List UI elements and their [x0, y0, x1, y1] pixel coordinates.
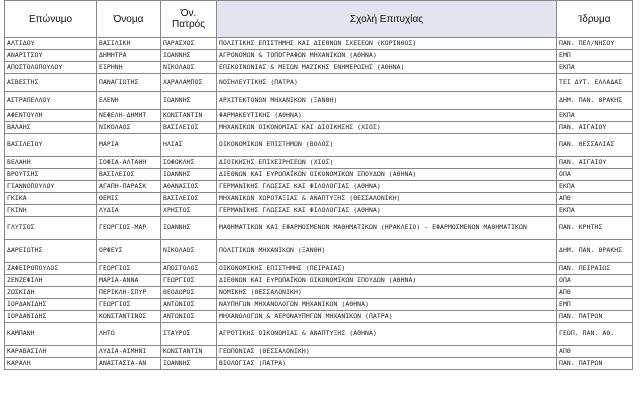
cell-name: ΑΝΑΣΤΑΣΙΑ-ΑΝ: [97, 358, 161, 370]
cell-name: ΜΑΡΙΑ-ΑΝΝΑ: [97, 275, 161, 287]
cell-surname: ΚΑΜΠΑΝΗ: [5, 323, 97, 346]
cell-institution: ΑΠΘ: [557, 193, 633, 205]
table-row: [5, 311, 633, 323]
cell-name: ΣΟΦΙΑ-ΑΛΤΑΗΗ: [97, 157, 161, 169]
cell-name: ΓΕΩΡΓΙΟΣ-ΜΑΡ: [97, 217, 161, 240]
cell-name: ΝΕΦΕΛΗ-ΔΗΜΗΤ: [97, 110, 161, 122]
cell-surname: ΖΩΣΚΙΔΗ: [5, 287, 97, 299]
cell-surname: ΓΚΙΚΑ: [5, 193, 97, 205]
cell-surname: ΑΦΕΝΤΟΥΛΗ: [5, 110, 97, 122]
cell-school: ΓΕΩΠΟΝΙΑΣ (ΘΕΣΣΑΛΟΝΙΚΗ): [217, 346, 557, 358]
cell-name: ΛΗΤΩ: [97, 323, 161, 346]
cell-name: ΟΡΦΕΥΣ: [97, 240, 161, 263]
cell-institution: ΠΑΝ. ΠΑΤΡΩΝ: [557, 358, 633, 370]
cell-surname: ΑΛΤΙΔΟΥ: [5, 38, 97, 50]
cell-father-name: ΒΑΣΙΛΕΙΟΣ: [161, 193, 217, 205]
table-header: [5, 1, 633, 38]
table-row: [5, 74, 633, 92]
cell-school: ΔΙΕΘΝΩΝ ΚΑΙ ΕΥΡΩΠΑΪΚΩΝ ΟΙΚΟΝΟΜΙΚΩΝ ΣΠΟΥΔΩΝ (ΑΘΗΝΑ): [217, 169, 557, 181]
table-row: [5, 50, 633, 62]
cell-surname: ΓΙΑΝΝΟΠΟΥΛΟΥ: [5, 181, 97, 193]
cell-father-name: ΗΛΙΑΣ: [161, 134, 217, 157]
cell-institution: ΑΠΘ: [557, 346, 633, 358]
cell-name: ΒΑΣΙΛΙΚΗ: [97, 38, 161, 50]
cell-name: ΓΕΩΡΓΙΟΣ: [97, 299, 161, 311]
cell-institution: ΔΗΜ. ΠΑΝ. ΘΡΑΚΗΣ: [557, 92, 633, 110]
cell-name: ΚΩΝΣΤΑΝΤΙΝΟΣ: [97, 311, 161, 323]
cell-school: ΕΠΙΚΟΙΝΩΝΙΑΣ & ΜΕΣΩΝ ΜΑΖΙΚΗΣ ΕΝΗΜΕΡΩΣΗΣ (ΑΘΗΝΑ): [217, 62, 557, 74]
cell-school: ΟΙΚΟΝΟΜΙΚΗΣ ΕΠΙΣΤΗΜΗΣ (ΠΕΙΡΑΙΑΣ): [217, 263, 557, 275]
cell-institution: ΑΠΘ: [557, 287, 633, 299]
cell-institution: ΠΑΝ. ΠΕΛ/ΝΗΣΟΥ: [557, 38, 633, 50]
cell-school: ΝΑΥΠΗΓΩΝ ΜΗΧΑΝΟΛΟΓΩΝ ΜΗΧΑΝΙΚΩΝ (ΑΘΗΝΑ): [217, 299, 557, 311]
cell-name: ΛΥΔΙΑ-ΑΙΜΗΝΙ: [97, 346, 161, 358]
cell-school: ΦΑΡΜΑΚΕΥΤΙΚΗΣ (ΑΘΗΝΑ): [217, 110, 557, 122]
cell-father-name: ΑΝΤΩΝΙΟΣ: [161, 299, 217, 311]
table-row: [5, 169, 633, 181]
cell-surname: ΑΣΒΕΣΤΗΣ: [5, 74, 97, 92]
table-body: [5, 38, 633, 370]
cell-father-name: ΚΩΝΣΤΑΝΤΙΝ: [161, 110, 217, 122]
cell-father-name: ΑΝΤΩΝΙΟΣ: [161, 311, 217, 323]
cell-institution: ΠΑΝ. ΘΕΣΣΑΛΙΑΣ: [557, 134, 633, 157]
cell-institution: ΟΠΑ: [557, 275, 633, 287]
cell-surname: ΑΣΤΡΑΠΕΛΛΟΥ: [5, 92, 97, 110]
table-row: [5, 62, 633, 74]
cell-father-name: ΘΕΟΔΩΡΟΣ: [161, 287, 217, 299]
table-row: [5, 38, 633, 50]
table-row: [5, 217, 633, 240]
cell-name: ΓΕΩΡΓΙΟΣ: [97, 263, 161, 275]
header-father-name: Όν. Πατρός: [161, 1, 217, 38]
cell-school: ΜΗΧΑΝΟΛΟΓΩΝ & ΑΕΡΟΝΑΥΠΗΓΩΝ ΜΗΧΑΝΙΚΩΝ (ΠΑΤΡΑ): [217, 311, 557, 323]
cell-surname: ΒΑΣΙΛΕΙΟΥ: [5, 134, 97, 157]
cell-name: ΝΙΚΟΛΑΟΣ: [97, 122, 161, 134]
cell-institution: ΓΕΩΠ. ΠΑΝ. ΑΘ.: [557, 323, 633, 346]
table-row: [5, 275, 633, 287]
cell-institution: ΠΑΝ. ΠΕΙΡΑΙΩΣ: [557, 263, 633, 275]
cell-school: ΑΓΡΟΤΙΚΗΣ ΟΙΚΟΝΟΜΙΑΣ & ΑΝΑΠΤΥΞΗΣ (ΑΘΗΝΑ): [217, 323, 557, 346]
cell-school: ΝΟΣΗΛΕΥΤΙΚΗΣ (ΠΑΤΡΑ): [217, 74, 557, 92]
cell-institution: ΕΜΠ: [557, 50, 633, 62]
cell-father-name: ΙΩΑΝΝΗΣ: [161, 358, 217, 370]
header-institution: Ίδρυμα: [557, 1, 633, 38]
cell-name: ΛΥΔΙΑ: [97, 205, 161, 217]
table-row: [5, 122, 633, 134]
cell-school: ΜΗΧΑΝΙΚΩΝ ΧΩΡΟΤΑΞΙΑΣ & ΑΝΑΠΤΥΞΗΣ (ΘΕΣΣΑΛΟΝΙΚΗ): [217, 193, 557, 205]
cell-father-name: ΙΩΑΝΝΗΣ: [161, 169, 217, 181]
cell-surname: ΒΑΛΑΗΣ: [5, 122, 97, 134]
table-row: [5, 110, 633, 122]
cell-institution: ΕΜΠ: [557, 299, 633, 311]
table-row: [5, 205, 633, 217]
table-row: [5, 240, 633, 263]
cell-father-name: ΧΡΗΣΤΟΣ: [161, 205, 217, 217]
cell-surname: ΑΝΑΡΙΤΣΟΥ: [5, 50, 97, 62]
cell-school: ΟΙΚΟΝΟΜΙΚΩΝ ΕΠΙΣΤΗΜΩΝ (ΒΟΛΟΣ): [217, 134, 557, 157]
table-row: [5, 346, 633, 358]
table-row: [5, 263, 633, 275]
table-row: [5, 181, 633, 193]
cell-father-name: ΣΤΑΥΡΟΣ: [161, 323, 217, 346]
table-row: [5, 193, 633, 205]
cell-school: ΓΕΡΜΑΝΙΚΗΣ ΓΛΩΣΣΑΣ ΚΑΙ ΦΙΛΟΛΟΓΙΑΣ (ΑΘΗΝΑ): [217, 181, 557, 193]
cell-father-name: ΙΩΑΝΝΗΣ: [161, 217, 217, 240]
cell-surname: ΔΑΡΕΙΩΤΗΣ: [5, 240, 97, 263]
cell-name: ΜΑΡΙΑ: [97, 134, 161, 157]
cell-father-name: ΝΙΚΟΛΑΟΣ: [161, 62, 217, 74]
cell-surname: ΖΑΦΕΙΡΟΠΟΥΛΟΣ: [5, 263, 97, 275]
cell-father-name: ΙΩΑΝΝΗΣ: [161, 92, 217, 110]
cell-name: ΑΓΑΠΗ-ΠΑΡΑΣΚ: [97, 181, 161, 193]
table-row: [5, 287, 633, 299]
cell-institution: ΕΚΠΑ: [557, 110, 633, 122]
cell-school: ΜΑΘΗΜΑΤΙΚΩΝ ΚΑΙ ΕΦΑΡΜΟΣΜΕΝΩΝ ΜΑΘΗΜΑΤΙΚΩΝ (ΗΡΑΚΛΕΙΟ) - ΕΦΑΡΜΟΣΜΕΝΩΝ ΜΑΘΗΜΑΤΙΚΩΝ: [217, 217, 557, 240]
cell-surname: ΒΕΛΑΗΗ: [5, 157, 97, 169]
table-row: [5, 92, 633, 110]
cell-school: ΜΗΧΑΝΙΚΩΝ ΟΙΚΟΝΟΜΙΑΣ ΚΑΙ ΔΙΟΙΚΗΣΗΣ (ΧΙΟΣ): [217, 122, 557, 134]
cell-surname: ΙΟΡΔΑΝΙΔΗΣ: [5, 311, 97, 323]
cell-school: ΠΟΛΙΤΙΚΗΣ ΕΠΙΣΤΗΜΗΣ ΚΑΙ ΔΙΕΘΝΩΝ ΣΧΕΣΕΩΝ (ΚΟΡΙΝΘΟΣ): [217, 38, 557, 50]
cell-surname: ΙΟΡΔΑΝΙΔΗΣ: [5, 299, 97, 311]
cell-school: ΑΡΧΙΤΕΚΤΟΝΩΝ ΜΗΧΑΝΙΚΩΝ (ΞΑΝΘΗ): [217, 92, 557, 110]
cell-institution: ΠΑΝ. ΑΙΓΑΙΟΥ: [557, 157, 633, 169]
cell-institution: ΟΠΑ: [557, 169, 633, 181]
table-row: [5, 358, 633, 370]
cell-name: ΠΑΝΑΓΙΩΤΗΣ: [97, 74, 161, 92]
cell-surname: ΚΑΡΑΛΗ: [5, 358, 97, 370]
table-row: [5, 134, 633, 157]
cell-father-name: ΑΘΑΝΑΣΙΟΣ: [161, 181, 217, 193]
cell-school: ΔΙΟΙΚΗΣΗΣ ΕΠΙΧΕΙΡΗΣΕΩΝ (ΧΙΟΣ): [217, 157, 557, 169]
cell-school: ΒΙΟΛΟΓΙΑΣ (ΠΑΤΡΑ): [217, 358, 557, 370]
cell-father-name: ΣΟΦΟΚΛΗΣ: [161, 157, 217, 169]
cell-name: ΘΕΜΙΣ: [97, 193, 161, 205]
table-row: [5, 299, 633, 311]
cell-father-name: ΝΙΚΟΛΑΟΣ: [161, 240, 217, 263]
cell-school: ΑΓΡΟΝΟΜΩΝ & ΤΟΠΟΓΡΑΦΩΝ ΜΗΧΑΝΙΚΩΝ (ΑΘΗΝΑ): [217, 50, 557, 62]
cell-institution: ΠΑΝ. ΚΡΗΤΗΣ: [557, 217, 633, 240]
cell-father-name: ΑΠΟΣΤΟΛΟΣ: [161, 263, 217, 275]
cell-name: ΔΗΜΗΤΡΑ: [97, 50, 161, 62]
results-table: [4, 0, 633, 370]
cell-name: ΕΙΡΗΝΗ: [97, 62, 161, 74]
cell-name: ΠΕΡΙΚΛΗ-ΣΠΥΡ: [97, 287, 161, 299]
cell-institution: ΕΚΠΑ: [557, 205, 633, 217]
cell-institution: ΠΑΝ. ΑΙΓΑΙΟΥ: [557, 122, 633, 134]
cell-father-name: ΚΩΝΣΤΑΝΤΙΝ: [161, 346, 217, 358]
cell-institution: ΤΕΙ ΔΥΤ. ΕΛΛΑΔΑΣ: [557, 74, 633, 92]
cell-father-name: ΠΑΡΑΣΧΟΣ: [161, 38, 217, 50]
cell-institution: ΠΑΝ. ΠΑΤΡΩΝ: [557, 311, 633, 323]
cell-school: ΔΙΕΘΝΩΝ ΚΑΙ ΕΥΡΩΠΑΪΚΩΝ ΟΙΚΟΝΟΜΙΚΩΝ ΣΠΟΥΔΩΝ (ΑΘΗΝΑ): [217, 275, 557, 287]
header-surname: Επώνυμο: [5, 1, 97, 38]
cell-school: ΓΕΡΜΑΝΙΚΗΣ ΓΛΩΣΣΑΣ ΚΑΙ ΦΙΛΟΛΟΓΙΑΣ (ΑΘΗΝΑ): [217, 205, 557, 217]
cell-school: ΝΟΜΙΚΗΣ (ΘΕΣΣΑΛΟΝΙΚΗ): [217, 287, 557, 299]
cell-father-name: ΒΑΣΙΛΕΙΟΣ: [161, 122, 217, 134]
cell-school: ΠΟΛΙΤΙΚΩΝ ΜΗΧΑΝΙΚΩΝ (ΞΑΝΘΗ): [217, 240, 557, 263]
cell-surname: ΒΡΟΥΤΣΗΣ: [5, 169, 97, 181]
header-school: Σχολή Επιτυχίας: [217, 1, 557, 38]
cell-father-name: ΙΩΑΝΝΗΣ: [161, 50, 217, 62]
table-row: [5, 157, 633, 169]
header-name: Όνομα: [97, 1, 161, 38]
cell-institution: ΕΚΠΑ: [557, 62, 633, 74]
cell-surname: ΑΠΟΣΤΟΛΟΠΟΥΛΟΥ: [5, 62, 97, 74]
cell-name: ΒΑΣΙΛΕΙΟΣ: [97, 169, 161, 181]
cell-surname: ΓΚΙΝΗ: [5, 205, 97, 217]
cell-name: ΕΛΕΝΗ: [97, 92, 161, 110]
cell-father-name: ΧΑΡΑΛΑΜΠΟΣ: [161, 74, 217, 92]
cell-surname: ΚΑΡΑΒΑΣΙΛΗ: [5, 346, 97, 358]
cell-institution: ΕΚΠΑ: [557, 181, 633, 193]
cell-father-name: ΓΕΩΡΓΙΟΣ: [161, 275, 217, 287]
table-row: [5, 323, 633, 346]
cell-surname: ΓΛΥΤΣΟΣ: [5, 217, 97, 240]
cell-surname: ΖΕΝΖΕΦΙΛΗ: [5, 275, 97, 287]
cell-institution: ΔΗΜ. ΠΑΝ. ΘΡΑΚΗΣ: [557, 240, 633, 263]
